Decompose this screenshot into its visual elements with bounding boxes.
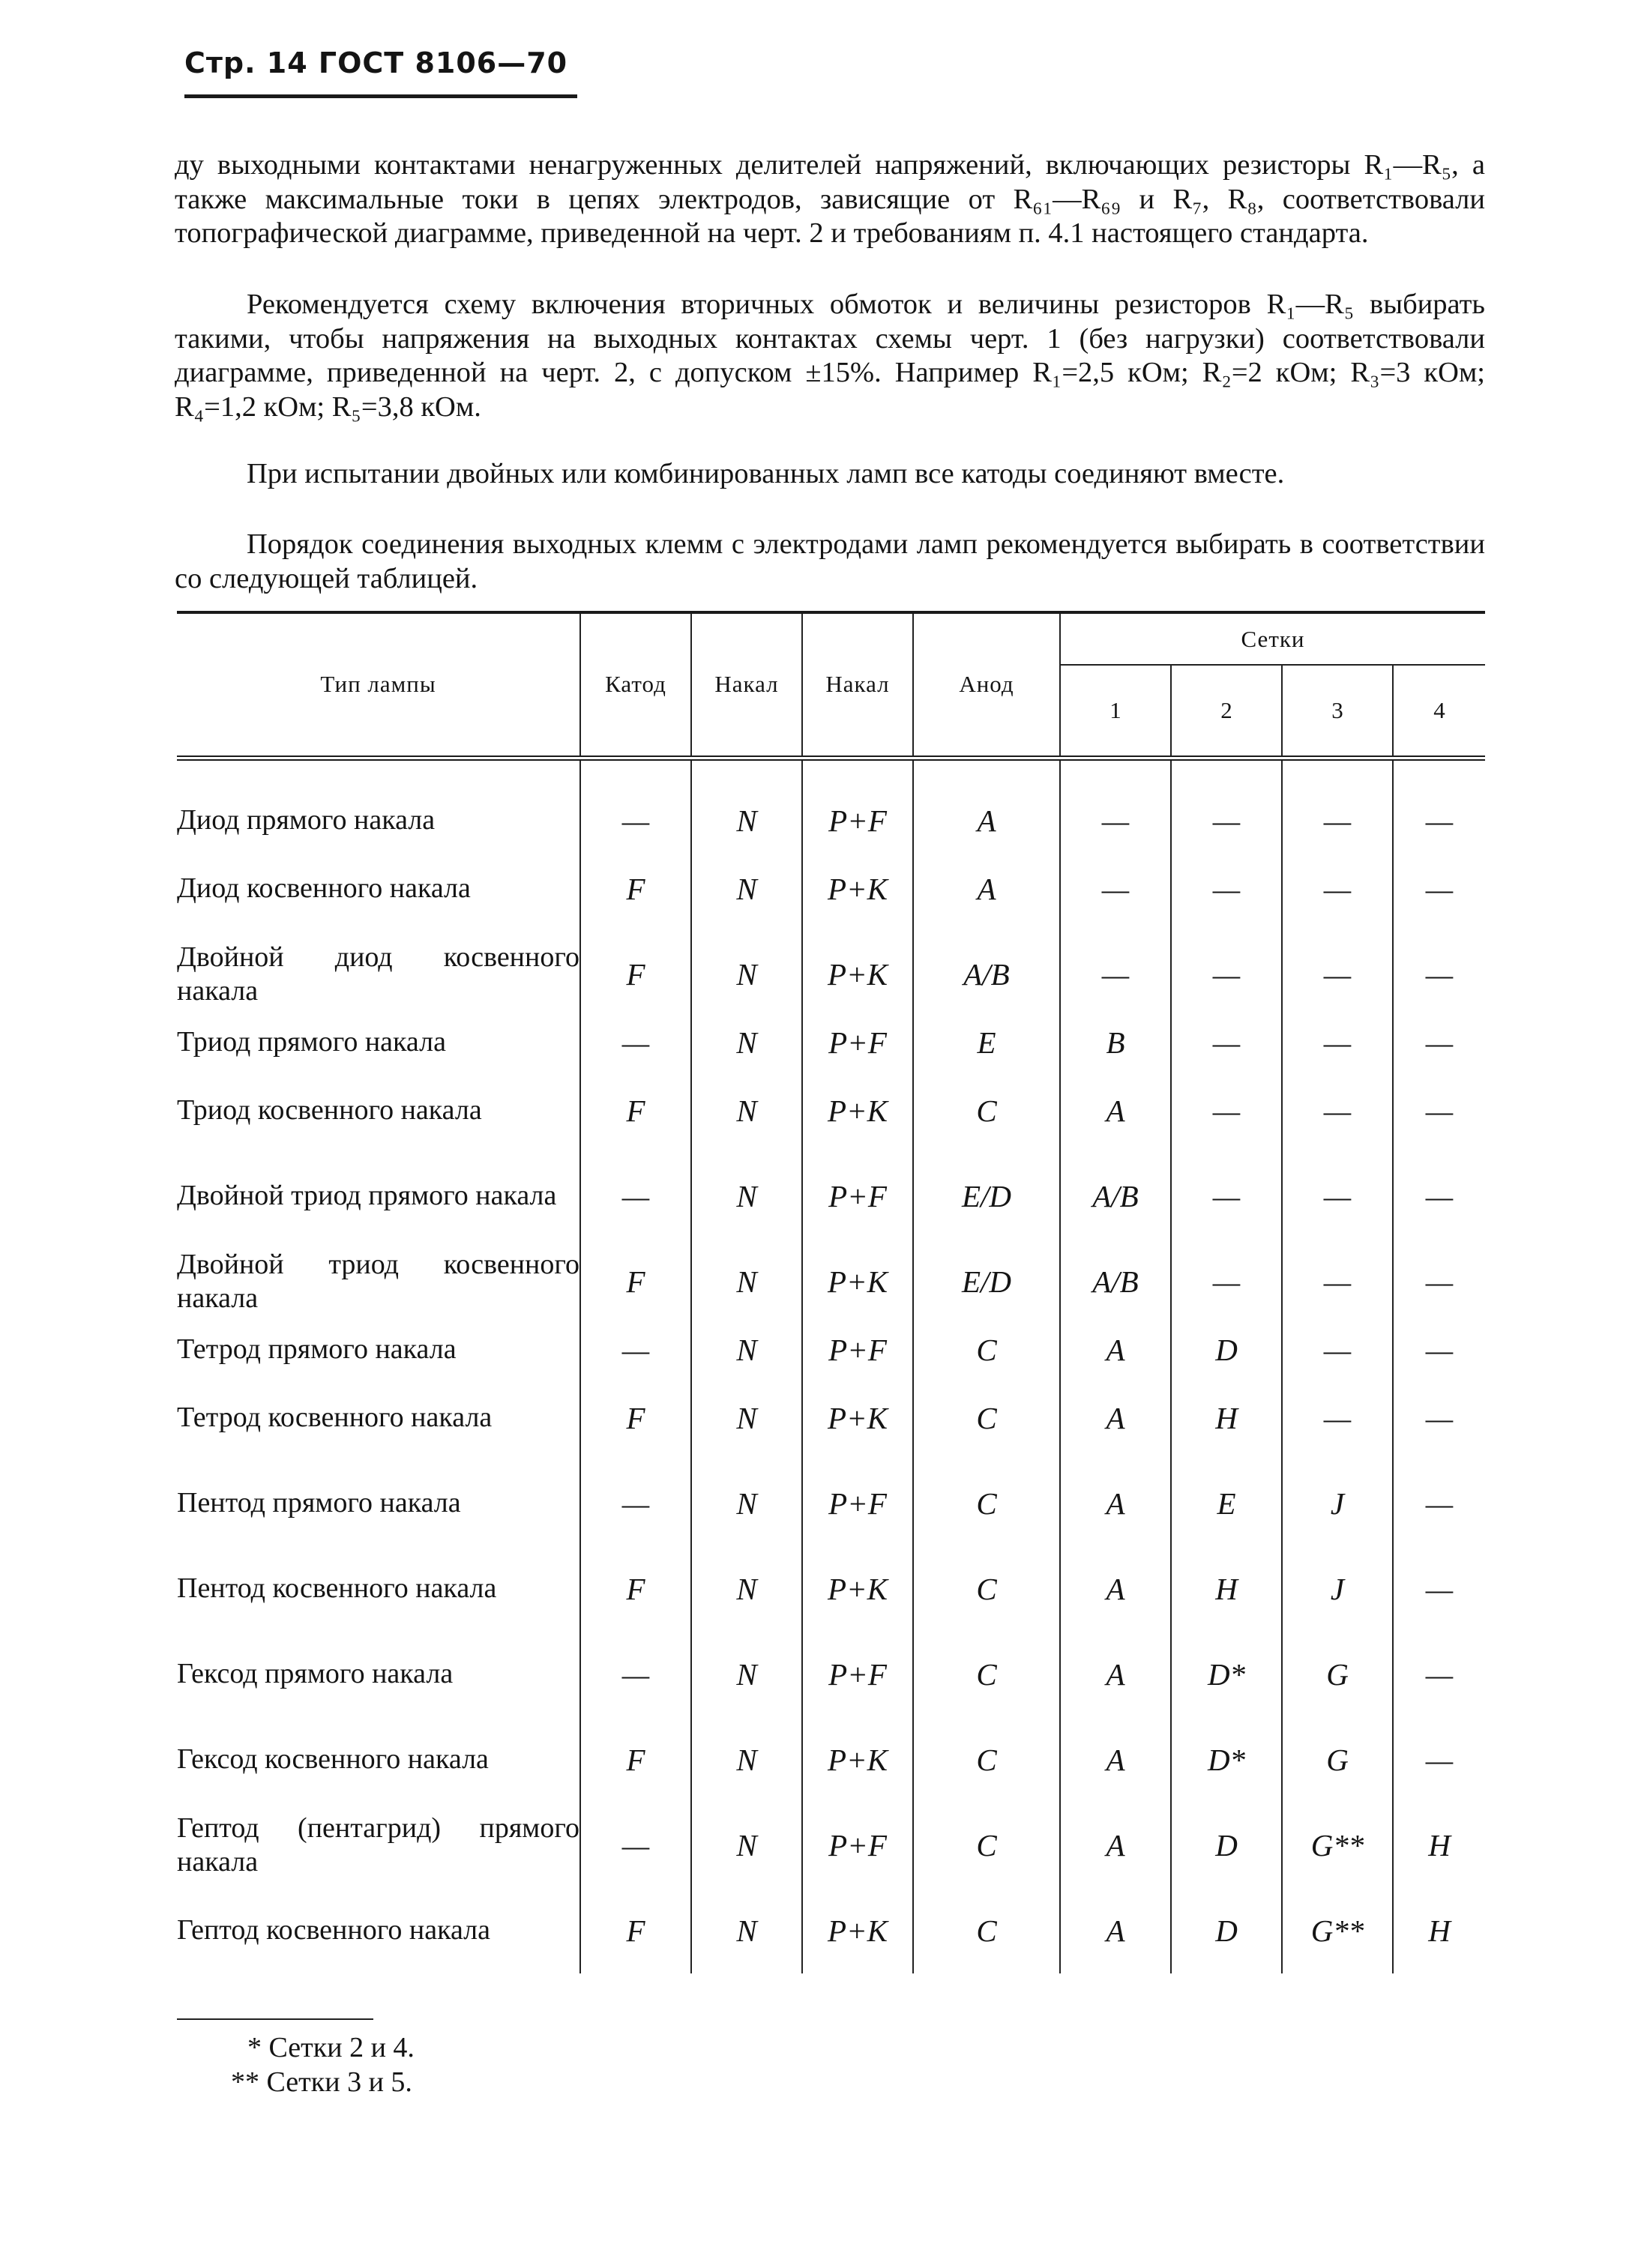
lamp-type-cell: Триод прямого накала (177, 1026, 446, 1058)
table-cell: — (1171, 1017, 1282, 1068)
header-grid-2: 2 (1171, 665, 1282, 758)
table-cell: — (1393, 1461, 1485, 1546)
table-row (177, 1375, 1485, 1461)
table-row (177, 1717, 1485, 1803)
table-cell: G (1282, 1717, 1393, 1803)
table-cell: — (1393, 1717, 1485, 1803)
table-cell: D (1171, 1803, 1282, 1888)
table-cell: — (580, 1803, 691, 1888)
table-cell: P+F (802, 1632, 913, 1717)
table-row (177, 1239, 1485, 1324)
table-cell: — (1393, 932, 1485, 1017)
table-cell: H (1171, 1375, 1282, 1461)
table-cell: — (1171, 1239, 1282, 1324)
table-cell: A/B (913, 932, 1060, 1017)
lamp-type-cell: Пентод прямого накала (177, 1487, 461, 1518)
table-row (177, 1068, 1485, 1153)
table-cell: — (1282, 932, 1393, 1017)
paragraph-4-block (175, 528, 1485, 596)
header-cathode: Катод (580, 612, 691, 758)
table-cell: — (1282, 1017, 1393, 1068)
table-cell: — (1060, 795, 1171, 846)
table-cell: P+K (802, 1546, 913, 1632)
table-cell: P+K (802, 846, 913, 932)
table-cell: — (580, 1153, 691, 1239)
table-cell: — (1393, 1632, 1485, 1717)
table-cell: F (580, 1546, 691, 1632)
table-cell: — (1393, 1017, 1485, 1068)
table-cell: P+K (802, 1375, 913, 1461)
table-cell: N (691, 1803, 802, 1888)
table-cell: — (1393, 1068, 1485, 1153)
header-filament-1: Накал (691, 612, 802, 758)
table-cell: — (580, 1324, 691, 1375)
table-cell: N (691, 932, 802, 1017)
table-cell: N (691, 1546, 802, 1632)
table-row (177, 932, 1485, 1017)
table-cell: D (1171, 1888, 1282, 1973)
table-cell: — (1393, 1375, 1485, 1461)
table-cell: P+K (802, 1239, 913, 1324)
table-cell: F (580, 1068, 691, 1153)
table-cell: — (1393, 795, 1485, 846)
table-cell: — (1282, 1375, 1393, 1461)
table-cell: A (1060, 1717, 1171, 1803)
lamp-type-cell: Триод косвенного накала (177, 1094, 482, 1126)
table-cell: — (1171, 795, 1282, 846)
table-cell: E/D (913, 1153, 1060, 1239)
table-cell: C (913, 1461, 1060, 1546)
table-cell: — (1393, 1324, 1485, 1375)
table-cell: C (913, 1632, 1060, 1717)
table-cell: A (913, 846, 1060, 932)
header-grid-1: 1 (1060, 665, 1171, 758)
table-cell: — (1282, 795, 1393, 846)
table-row (177, 1632, 1485, 1717)
lamp-type-cell: Пентод косвенного накала (177, 1572, 497, 1604)
table-cell: H (1171, 1546, 1282, 1632)
table-cell: — (1171, 1153, 1282, 1239)
table-row (177, 1017, 1485, 1068)
table-cell: N (691, 1324, 802, 1375)
table-cell: H (1393, 1803, 1485, 1888)
table-cell: P+K (802, 1888, 913, 1973)
table-cell: J (1282, 1546, 1393, 1632)
table-cell: — (1171, 1068, 1282, 1153)
header-grid-4: 4 (1393, 665, 1485, 758)
paragraph-1: ду выходными контактами ненагруженных делителей напряжений, включающих резисторы R₁—R₅, а также максимальные токи в цепях электродов, зависящие от R₆₁—R₆₉ и R₇, R₈, соответствовали топографической диаграмме, приведенной на черт. 2 и требованиям п. 4.1 настоящего стандарта. (175, 149, 1485, 249)
lamp-type-cell: Двойной диод косвенного накала (177, 941, 579, 1007)
header-lamp-type: Тип лампы (177, 612, 580, 758)
table-cell: D (1171, 1324, 1282, 1375)
table-cell: N (691, 1017, 802, 1068)
table-cell: A (1060, 1546, 1171, 1632)
table-cell: P+K (802, 1717, 913, 1803)
footnote-1: * Сетки 2 и 4. (247, 2032, 415, 2063)
table-cell: F (580, 932, 691, 1017)
table-cell: N (691, 1153, 802, 1239)
table-cell: C (913, 1375, 1060, 1461)
table-cell: A (1060, 1632, 1171, 1717)
table-cell: — (1282, 1068, 1393, 1153)
table-cell: — (1393, 1239, 1485, 1324)
table-cell: G (1282, 1632, 1393, 1717)
table-cell: N (691, 1375, 802, 1461)
table-cell: N (691, 1632, 802, 1717)
table-cell: N (691, 795, 802, 846)
table-cell: P+K (802, 932, 913, 1017)
table-cell: N (691, 1888, 802, 1973)
table-cell: A (1060, 1375, 1171, 1461)
table-cell: B (1060, 1017, 1171, 1068)
table-row (177, 1546, 1485, 1632)
lamp-type-cell: Гексод косвенного накала (177, 1743, 489, 1775)
table-cell: G** (1282, 1888, 1393, 1973)
table-cell: E (1171, 1461, 1282, 1546)
header-grid-3: 3 (1282, 665, 1393, 758)
table-cell: — (580, 1017, 691, 1068)
table-row (177, 846, 1485, 932)
table-cell: — (1171, 846, 1282, 932)
table-cell: F (580, 1717, 691, 1803)
table-cell: N (691, 1717, 802, 1803)
table-cell: — (1282, 1153, 1393, 1239)
table-row (177, 1153, 1485, 1239)
table-cell: — (1393, 846, 1485, 932)
table-cell: — (1282, 1324, 1393, 1375)
table-cell: P+F (802, 1153, 913, 1239)
lamp-type-cell: Гексод прямого накала (177, 1658, 454, 1689)
table-cell: A (1060, 1068, 1171, 1153)
table-cell: — (1393, 1546, 1485, 1632)
table-cell: D* (1171, 1717, 1282, 1803)
table-cell: A (1060, 1888, 1171, 1973)
table-row (177, 1461, 1485, 1546)
table-cell: N (691, 1461, 802, 1546)
table-cell: N (691, 1239, 802, 1324)
table-cell: P+F (802, 1803, 913, 1888)
footnote-2: ** Сетки 3 и 5. (231, 2066, 412, 2098)
table-cell: P+F (802, 795, 913, 846)
table-cell: A (913, 795, 1060, 846)
table-cell: F (580, 1375, 691, 1461)
table-row (177, 1888, 1485, 1973)
table-cell: F (580, 846, 691, 932)
lamp-type-cell: Двойной триод прямого накала (177, 1180, 557, 1211)
page-header: Стр. 14 ГОСТ 8106—70 (184, 46, 568, 79)
header-double-rule (177, 758, 1485, 795)
table-cell: — (1282, 846, 1393, 932)
paragraph-3-block (175, 457, 1485, 492)
paragraph-2-block (175, 288, 1485, 424)
lamp-type-cell: Тетрод косвенного накала (177, 1402, 493, 1433)
lamp-type-cell: Гептод косвенного накала (177, 1914, 490, 1946)
lamp-type-cell: Двойной триод косвенного накала (177, 1248, 579, 1314)
table-cell: D* (1171, 1632, 1282, 1717)
table-cell: E (913, 1017, 1060, 1068)
table-cell: A/B (1060, 1239, 1171, 1324)
lamp-type-cell: Диод косвенного накала (177, 872, 471, 904)
header-grids: Сетки (1060, 612, 1485, 665)
table-cell: C (913, 1888, 1060, 1973)
table-row (177, 1324, 1485, 1375)
table-cell: F (580, 1239, 691, 1324)
table-cell: A (1060, 1324, 1171, 1375)
table-cell: A (1060, 1461, 1171, 1546)
table-cell: A/B (1060, 1153, 1171, 1239)
table-cell: — (1282, 1239, 1393, 1324)
table-cell: — (580, 1632, 691, 1717)
footnote-rule (177, 2018, 373, 2020)
table-cell: N (691, 1068, 802, 1153)
paragraph-2: Рекомендуется схему включения вторичных обмоток и величины резисторов R₁—R₅ выбирать такими, чтобы напряжения на выходных контактах схемы черт. 1 (без нагрузки) соответствовали диаграмме, приведенной на черт. 2, с допуском ±15%. Например R₁=2,5 кОм; R₂=2 кОм; R₃=3 кОм; R₄=1,2 кОм; R₅=3,8 кОм. (175, 289, 1485, 423)
table-cell: N (691, 846, 802, 932)
paragraph-1-block (175, 148, 1485, 251)
table-cell: F (580, 1888, 691, 1973)
lamp-type-cell: Диод прямого накала (177, 804, 436, 836)
table-cell: C (913, 1803, 1060, 1888)
table-cell: — (1171, 932, 1282, 1017)
table-cell: — (580, 795, 691, 846)
table-cell: — (580, 1461, 691, 1546)
header-anode: Анод (913, 612, 1060, 758)
lamp-type-cell: Тетрод прямого накала (177, 1333, 457, 1365)
lamp-connection-table (177, 611, 1485, 1973)
header-rule (184, 94, 577, 98)
header-filament-2: Накал (802, 612, 913, 758)
table-cell: C (913, 1717, 1060, 1803)
table-cell: J (1282, 1461, 1393, 1546)
table-cell: C (913, 1546, 1060, 1632)
table-cell: H (1393, 1888, 1485, 1973)
table-cell: P+K (802, 1068, 913, 1153)
table-cell: — (1060, 846, 1171, 932)
table-row (177, 795, 1485, 846)
table-cell: P+F (802, 1461, 913, 1546)
table-cell: — (1060, 932, 1171, 1017)
paragraph-4: Порядок соединения выходных клемм с электродами ламп рекомендуется выбирать в соответствии со следующей таблицей. (175, 528, 1485, 594)
table-row (177, 1803, 1485, 1888)
table-cell: E/D (913, 1239, 1060, 1324)
table-cell: P+F (802, 1017, 913, 1068)
lamp-type-cell: Гептод (пентагрид) прямого накала (177, 1812, 579, 1878)
table-cell: G** (1282, 1803, 1393, 1888)
table-cell: — (1393, 1153, 1485, 1239)
table-cell: C (913, 1324, 1060, 1375)
table-cell: C (913, 1068, 1060, 1153)
table-cell: P+F (802, 1324, 913, 1375)
table-cell: A (1060, 1803, 1171, 1888)
paragraph-3: При испытании двойных или комбинированных ламп все катоды соединяют вместе. (247, 458, 1285, 489)
